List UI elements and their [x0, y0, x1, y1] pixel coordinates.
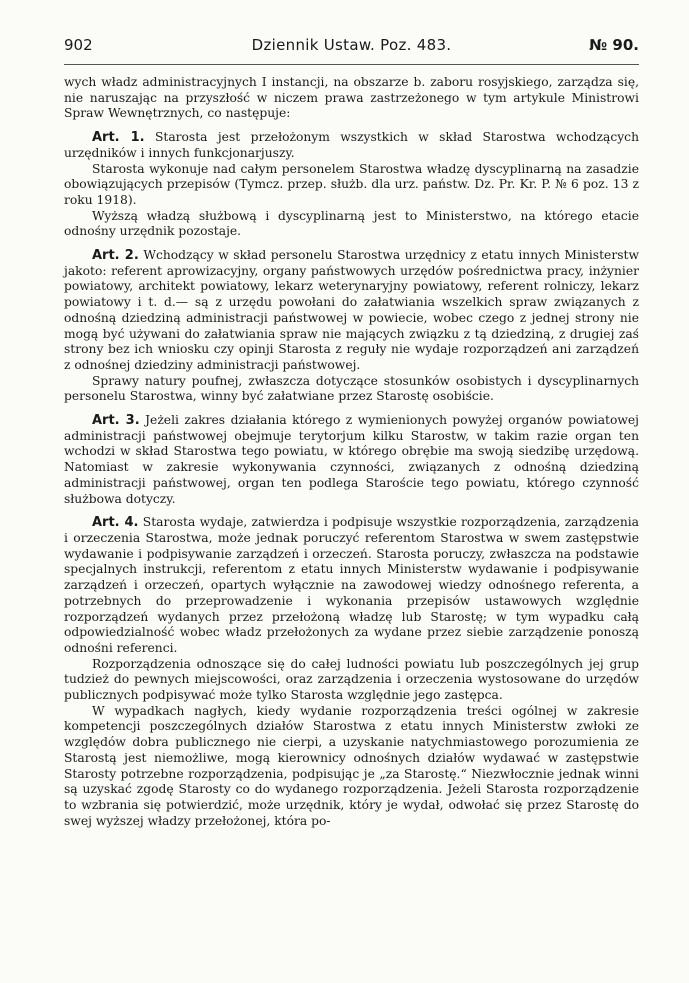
document-body [64, 75, 639, 829]
article-label: Art. 1. [92, 130, 145, 146]
page-header [64, 36, 639, 62]
intro-paragraph [64, 75, 639, 122]
journal-title: Dziennik Ustaw. Poz. 483. [251, 36, 452, 54]
paragraph-text: Jeżeli zakres działania którego z wymienionych powyżej organów powiatowej administracji państwowej obejmuje terytorjum kilku Starostw, w takim razie organ ten wchodzi w skład Starostwa tego powiatu, w którego obrębie ma swoją siedzibę urzędową. Natomiast w zakresie wykonywania czynności, związanych z odnośną dziedziną administracji państwowej, organ ten podlega Staroście tego powiatu, którego czynność służbowa dotyczy. [64, 413, 639, 506]
paragraph [64, 162, 639, 209]
article-label: Art. 4. [92, 515, 139, 531]
paragraph-text: W wypadkach nagłych, kiedy wydanie rozporządzenia treści ogólnej w zakresie kompetencji poszczególnych działów Starostwa z etatu innych Ministerstw zwłoki ze względów dobra publicznego nie cierpi, a uzyskanie natychmiastowego porozumienia ze Starostą jest niemożliwe, mogą kierownicy odnośnych działów wydawać w zastępstwie Starosty potrzebne rozporządzenia, podpisując je „za Starostę.“ Niezwłocznie jednak winni są uzyskać zgodę Starosty co do wydanego rozporządzenia. Jeżeli Starosta rozporządzenie to wzbrania się potwierdzić, może urzędnik, który je wydał, odwołać się przez Starostę do swej wyższej władzy przełożonej, która po- [64, 703, 639, 828]
article-1 [64, 130, 639, 161]
paragraph-text: Wchodzący w skład personelu Starostwa urzędnicy z etatu innych Ministerstw jakoto: referent aprowizacyjny, organy państwowych urzędów pośrednictwa pracy, inżynier powiatowy, architekt powiatowy, lekarz weterynaryjny powiatowy, referent rolniczy, lekarz powiatowy i t. d.— są z urzędu powołani do załatwiania wszelkich spraw związanych z odnośną dziedziną administracji państwowej w powiecie, wobec czego z jednej strony nie mogą być używani do załatwiania spraw nie mających związku z tą dziedziną, z drugiej zaś strony bez ich wniosku czy opinji Starosta z reguły nie wydaje rozporządzeń ani zarządzeń z odnośnej dziedziny administracji państwowej. [64, 248, 639, 372]
article-label: Art. 3. [92, 413, 140, 429]
article-label: Art. 2. [92, 248, 139, 264]
paragraph [64, 374, 639, 405]
paragraph-text: Starosta jest przełożonym wszystkich w skład Starostwa wchodzących urzędników i innych funkcjonarjuszy. [64, 130, 639, 160]
paragraph-text: Rozporządzenia odnoszące się do całej ludności powiatu lub poszczególnych jej grup tudzież do pewnych miejscowości, oraz zarządzenia i orzeczenia wystosowane do urzędów publicznych podpisywać może tylko Starosta względnie jego zastępca. [64, 656, 639, 703]
paragraph-text: Wyższą władzą służbową i dyscyplinarną jest to Ministerstwo, na którego etacie odnośny urzędnik pozostaje. [64, 208, 639, 239]
article-2 [64, 248, 639, 374]
paragraph-text: Starosta wydaje, zatwierdza i podpisuje wszystkie rozporządzenia, zarządzenia i orzeczenia Starostwa, może jednak poruczyć referentom Starostwa w swem zastępstwie wydawanie i podpisywanie zarządzeń i orzeczeń. Starosta poruczy, zwłaszcza na podstawie specjalnych instrukcji, referentom z etatu innych Ministerstw wydawanie i podpisywanie zarządzeń i orzeczeń, opartych wyłącznie na zawodowej wiedzy odnośnego referenta, a potrzebnych do przeprowadzenie i wykonania przepisów ustawowych względnie rozporządzeń wydanych przez przełożoną władzę lub Starostę; w tym wypadku całą odpowiedzialność wobec władz przełożonych za wydane przez siebie zarządzenie ponoszą odnośni referenci. [64, 515, 639, 655]
issue-number: № 90. [589, 36, 639, 54]
paragraph-text: Starosta wykonuje nad całym personelem Starostwa władzę dyscyplinarną na zasadzie obowiązujących przepisów (Tymcz. przep. służb. dla urz. państw. Dz. Pr. Kr. P. № 6 poz. 13 z roku 1918). [64, 161, 639, 207]
page-number: 902 [64, 36, 93, 54]
article-4 [64, 515, 639, 656]
header-rule [64, 64, 639, 65]
paragraph-text: Sprawy natury poufnej, zwłaszcza dotyczące stosunków osobistych i dyscyplinarnych personelu Starostwa, winny być załatwiane przez Starostę osobiście. [64, 373, 639, 404]
paragraph [64, 657, 639, 704]
article-3 [64, 413, 639, 507]
paragraph-text: wych władz administracyjnych I instancji, na obszarze b. zaboru rosyjskiego, zarządza się, nie naruszając na przyszłość w niczem prawa zastrzeżonego w tym artykule Ministrowi Spraw Wewnętrznych, co następuje: [64, 75, 639, 121]
paragraph [64, 704, 639, 830]
paragraph [64, 209, 639, 240]
